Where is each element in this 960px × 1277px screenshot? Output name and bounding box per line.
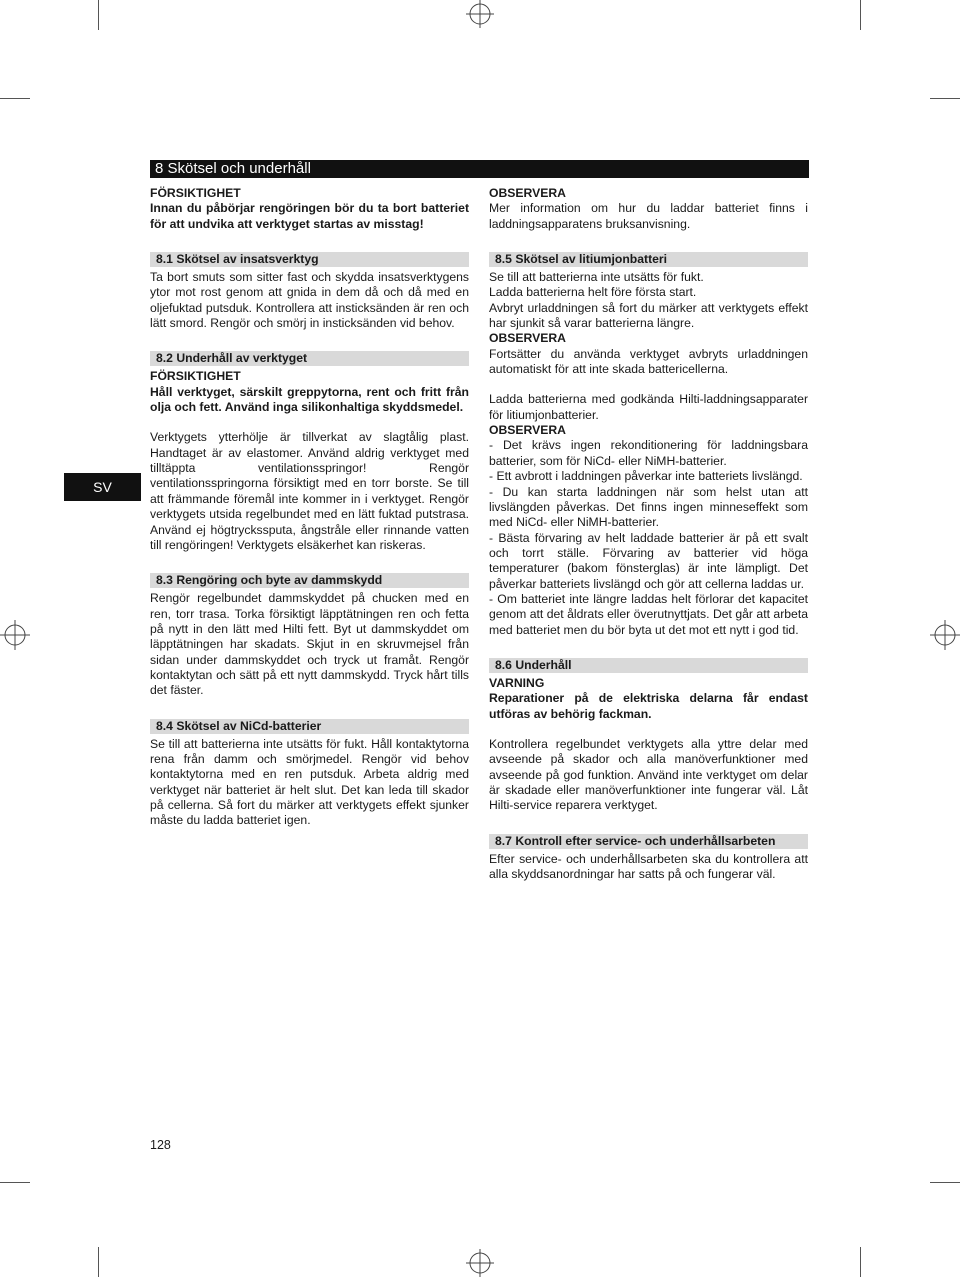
section-text-8-1: Ta bort smuts som sitter fast och skydda insatsverktygens ytor mot rost genom att gnida in dem då och då med en oljefuktad putsduk. Kontrollera att insticksänden är ren och lätt smord. Rengör och smörj in insticksänden vid behov. xyxy=(150,270,469,331)
section-heading-8-3: 8.3 Rengöring och byte av dammskydd xyxy=(150,573,469,588)
crop-mark xyxy=(860,1247,861,1277)
page-number: 128 xyxy=(150,1138,171,1152)
note-label: OBSERVERA xyxy=(489,186,566,200)
section-heading-8-6: 8.6 Underhåll xyxy=(489,658,808,673)
caution-text: Håll verktyget, särskilt greppytorna, rent och fritt från olja och fett. Använd inga silikonhaltiga skyddsmedel. xyxy=(150,384,469,415)
section-text-8-4: Se till att batterierna inte utsätts för fukt. Håll kontaktytorna rena från damm och smörjmedel. Rengör vid behov kontaktytorna med en ren putsduk. Arbeta aldrig med verktyget när batteriet är helt slut. Det kan leda till skador på cellerna. Så fort du märker att verktygets effekt sjunker måste du ladda batteriet igen. xyxy=(150,736,469,828)
right-column xyxy=(489,186,808,882)
section-heading-8-5: 8.5 Skötsel av litiumjonbatteri xyxy=(489,252,808,267)
note-label: OBSERVERA xyxy=(489,331,566,346)
section-heading-8-4: 8.4 Skötsel av NiCd-batterier xyxy=(150,719,469,734)
warning-text: Reparationer på de elektriska delarna får endast utföras av behörig fackman. xyxy=(489,691,808,721)
registration-mark-bottom xyxy=(466,1249,494,1277)
list-item: - Det krävs ingen rekonditionering för laddningsbara batterier, som för NiCd- eller NiMH-batterier. xyxy=(489,438,808,468)
note-label: OBSERVERA xyxy=(489,423,566,438)
note-text: Fortsätter du använda verktyget avbryts urladdningen automatiskt för att inte skada battericellerna. xyxy=(489,346,808,377)
caution-text: Innan du påbörjar rengöringen bör du ta bort batteriet för att undvika att verktyget startas av misstag! xyxy=(150,201,469,231)
section-text-8-5-line: Se till att batterierna inte utsätts för fukt. xyxy=(489,270,704,285)
section-text-8-5: Ladda batterierna med godkända Hilti-laddningsapparater för litiumjonbatterier. xyxy=(489,392,808,422)
caution-label: FÖRSIKTIGHET xyxy=(150,369,241,384)
section-heading-8-1: 8.1 Skötsel av insatsverktyg xyxy=(150,252,469,267)
registration-mark-right xyxy=(930,620,960,650)
list-item: - Ett avbrott i laddningen påverkar inte batteriets livslängd. xyxy=(489,469,803,484)
crop-mark xyxy=(0,98,30,99)
crop-mark xyxy=(98,1247,99,1277)
note-text: Mer information om hur du laddar batteriet finns i laddningsapparatens bruksanvisning. xyxy=(489,201,808,231)
section-text-8-5-line: Avbryt urladdningen så fort du märker att verktygets effekt har sjunkit så varar batterierna längre. xyxy=(489,300,808,331)
crop-mark xyxy=(860,0,861,30)
section-text-8-6: Kontrollera regelbundet verktygets alla yttre delar med avseende på skador och alla manöverfunktioner med avseende på god funktion. Använd inte verktyget om delar är skadade eller manöverfunktioner inte fungerar väl. Låt Hilti-service reparera verktyget. xyxy=(489,736,808,813)
crop-mark xyxy=(98,0,99,30)
section-heading-8-2: 8.2 Underhåll av verktyget xyxy=(150,351,469,366)
language-tab: SV xyxy=(64,473,141,501)
crop-mark xyxy=(930,98,960,99)
caution-label: FÖRSIKTIGHET xyxy=(150,186,241,200)
list-item: - Om batteriet inte längre laddas helt förlorar det kapacitet genom att det åldrats eller överutnyttjats. Det går att arbeta med batteriet men du bör byta ut det mot ett nytt i god tid. xyxy=(489,591,808,637)
section-heading-8-7: 8.7 Kontroll efter service- och underhållsarbeten xyxy=(489,834,808,849)
section-text-8-3: Rengör regelbundet dammskyddet på chucken med en ren, torr trasa. Torka försiktigt läpptätningen ren och fetta på nytt in den lätt med Hilti fett. Byt ut dammskyddet om läpptätningen har skadats. Skjut in en skruvmejsel från sidan under dammskyddet och tryck ut framåt. Rengör kontaktytan och sätt på ett nytt dammskydd. Tryck hårt tills det fäster. xyxy=(150,591,469,698)
registration-mark-top xyxy=(466,0,494,28)
section-text-8-7: Efter service- och underhållsarbeten ska du kontrollera att alla skyddsanordningar har satts på och fungerar väl. xyxy=(489,851,808,882)
crop-mark xyxy=(0,1182,30,1183)
crop-mark xyxy=(930,1182,960,1183)
section-text-8-2: Verktygets ytterhölje är tillverkat av slagtålig plast. Handtaget är av elastomer. Använd aldrig verktyget med tilltäppta ventilationsspringor! Rengör ventilationsspringorna försiktigt med en torr borste. Se till att främmande föremål inte kommer in i verktyget. Rengör verktygets utsida regelbundet med en lätt fuktad putstrasa. Använd ej högtryckssputa, ångstråle eller rinnande vatten till rengöringen! Verktygets elsäkerhet kan riskeras. xyxy=(150,430,469,552)
list-item: - Du kan starta laddningen när som helst utan att livslängden påverkas. Det finns ingen minneseffekt som med NiCd- eller NiMH-batterier. xyxy=(489,484,808,530)
chapter-title: 8 Skötsel och underhåll xyxy=(150,160,809,178)
left-column xyxy=(150,186,469,829)
list-item: - Bästa förvaring av helt laddade batterier är på ett svalt och torrt ställe. Förvaring av batterier vid höga temperaturer (bakom fönsterglas) är inte lämpligt. Det påverkar batteriets livslängd och gör att cellerna laddas ur. xyxy=(489,530,808,591)
registration-mark-left xyxy=(0,620,30,650)
warning-label: VARNING xyxy=(489,675,545,690)
section-text-8-5-line: Ladda batterierna helt före första start. xyxy=(489,285,697,300)
